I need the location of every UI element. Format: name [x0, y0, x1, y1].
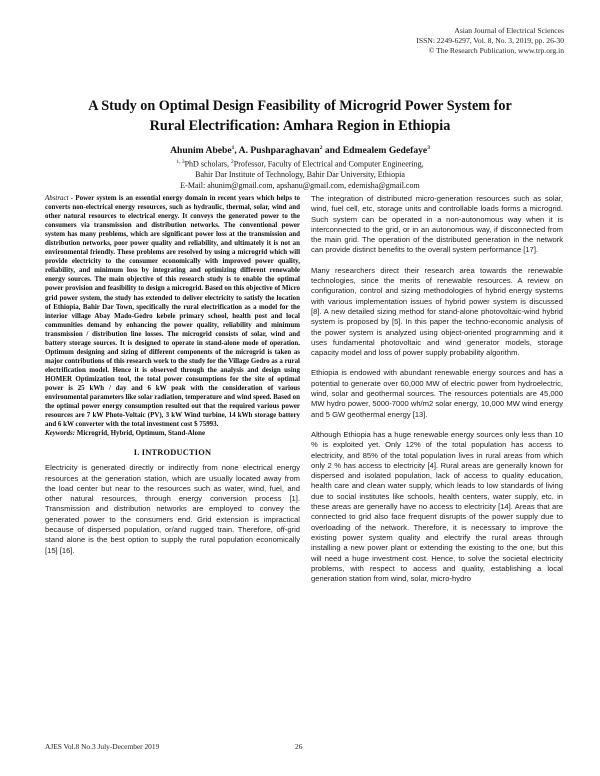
page-number: 26: [295, 742, 303, 751]
email-addresses: ahunim@gmail.com, apshanu@gmail.com, edemisha@gmail.com: [207, 180, 420, 190]
abstract-lead: Abstract -: [45, 194, 76, 202]
affiliation-sup-1: 1, 3: [176, 159, 185, 166]
right-paragraph-2: Many researchers direct their research area towards the renewable technologies, since the merits of renewable resources. A review on configuration, control and sizing methodologies of hybrid energy systems with various implementation issues of hybrid power system is discussed [8]. A new detailed sizing method for stand-alone photovoltaic-wind hybrid system is proposed by [5]. In this paper the techno-economic analysis of the power system is analyzed using object-oriented programming and it uses fundamental photovoltaic and wind generator models, storage capacity model and loss of power supply probability algorithm.: [311, 265, 563, 358]
right-paragraph-4: Although Ethiopia has a huge renewable energy sources only less than 10 % is exploited yet. Only 12% of the total population has access to electricity, and 85% of the total population lives in rural areas from which only 2 % has access to electricity [4]. Rural areas are generally known for dispersed and isolated population, lack of access to quality education, health care and clean water supply, which leads to low standards of living due to social institutes like schools, health centers, water supply, etc. in these areas are generally have no access to electricity [14]. Areas that are connected to grid also face frequent disrupts of the power supply due to overloading of the network. Therefore, it is necessary to improve the existing power system quality and electrify the rural areas through installing a new power plant or extending the existing to the one, but this will need a huge investment cost. Hence, to solve the societal electricity problems, with respect to access and quality, establishing a local generation station from wind, solar, micro-hydro: [311, 429, 563, 584]
institution: Bahir Dar Institute of Technology, Bahir Dar University, Ethiopia: [195, 170, 405, 180]
title-line-2: Rural Electrification: Amhara Region in Ethiopia: [149, 118, 451, 134]
intro-paragraph: Electricity is generated directly or indirectly from none electrical energy resources at the generation station, which are usually located away from the load center but near to the resources such as water, wind, fuel, and other natural resources, through energy conversion process [1]. Transmission and distribution networks are employed to convey the generated power to the consumers end. Grid extension is impractical because of dispersed population, or/and rugged train. Therefore, off-grid stand alone is the best option to supply the rural population economically [15] [16].: [45, 463, 300, 555]
affiliation-text-2: Professor, Faculty of Electrical and Computer Engineering,: [233, 159, 424, 169]
footer-journal-issue: AJES Vol.8 No.3 July-December 2019: [45, 742, 160, 751]
right-paragraph-3: Ethiopia is endowed with abundant renewable energy sources and has a potential to generate over 60,000 MW of electric power from hydroelectric, wind, solar and geothermal sources. The resources potentials are 45,000 MW hydro power, 5000-7000 wh/m2 solar energy, 10,000 MW wind energy and 5 GW geothermal energy [13].: [311, 368, 563, 419]
keywords-text: Microgrid, Hybrid, Optimum, Stand-Alone: [75, 429, 206, 438]
affiliation: [40, 157, 560, 170]
keywords-label: Keywords:: [45, 429, 76, 438]
keywords: [45, 429, 300, 438]
author-2-sup: 2: [319, 145, 323, 151]
journal-name: Asian Journal of Electrical Sciences: [454, 26, 564, 35]
abstract-text: Power system is an essential energy domain in recent years which helps to converts non-electrical energy resources, such as hydraulic, thermal, solar, wind and other natural resources to electrical energy. It conveys the generated power to the consumers via transmission and distribution networks. The conventional power system has many problems, which are significant power loss at the transmission and distribution networks, poor power quality and reliability, and ultimately it is not an environmental friendly. These problems are resolved by using a microgrid which will provide electricity to the consumer economically with improved power quality, reliability, and minimum loss by integrating and optimizing different renewable energy sources. The main objective of this research study is to enable the optimal power provision and feasibility to design a microgrid. Based on this objective of Micro grid power system, the study has extended to deliver electricity to satisfy the location of Ethiopia, Bahir Dar Town, specifically the rural electrification as a model for the interior village Abay Mado-Gedro kebele primary school, health post and local communities demand by enhancing the power quality, reliability and minimum transmission / distribution line losses. The microgrid consists of solar, wind and battery storage sources. It is designed to operate in stand-alone mode of operation. Optimum designing and sizing of different components of the microgrid is taken as major contributions of this research work to the study for the Village Gedro as a rural electrification model. Hence it is observed through the analysis and design using HOMER Optimization tool, the total power consumptions for the site of optimal power is 25 kWh / day and 6 kW peak with the consideration of various environmental parameters like solar radiation, temperature and wind speed. Based on the optimal power energy consumption resulted out that the required various power resources are 7 kW Photo-Voltaic (PV), 3 kW Wind turbine, 14 kWh storage battery and 6 kW converter with the total investment cost $ 75993.: [45, 194, 300, 429]
right-column: [311, 194, 563, 594]
journal-issn: ISSN: 2249-6297, Vol. 8, No. 3, 2019, pp. 26-30: [416, 36, 564, 45]
email-label: E-Mail:: [180, 180, 208, 190]
affiliation-text-1: PhD scholars,: [184, 159, 232, 169]
affiliation-sup-2: 2: [231, 159, 234, 166]
right-paragraph-1: The integration of distributed micro-generation resources such as solar, wind, fuel cell, etc, storage units and controllable loads forms a microgrid. Such system can be operated in a non-autonomous way when it is interconnected to the grid, or in an autonomous way, if disconnected from the main grid. The operation of the distributed generation in the network can provide distinct benefits to the overall system performance [17].: [311, 194, 563, 255]
left-column: [45, 194, 300, 556]
author-2: , A. Pushparaghavan: [234, 145, 320, 157]
title-line-1: A Study on Optimal Design Feasibility of Microgrid Power System for: [88, 98, 512, 114]
section-heading-introduction: I. INTRODUCTION: [133, 448, 212, 458]
email-line: [40, 181, 560, 192]
author-block: [40, 142, 560, 191]
abstract: [45, 194, 300, 429]
paper-title: [40, 96, 560, 136]
author-3-sup: 3: [427, 145, 430, 151]
author-names: [40, 142, 560, 157]
author-3: and Edmealem Gedefaye: [322, 145, 428, 157]
author-1-sup: 1: [231, 145, 235, 151]
journal-header: [416, 26, 564, 56]
author-1: Ahunim Abebe: [170, 145, 232, 157]
journal-copyright: © The Research Publication, www.trp.org.in: [428, 46, 564, 55]
